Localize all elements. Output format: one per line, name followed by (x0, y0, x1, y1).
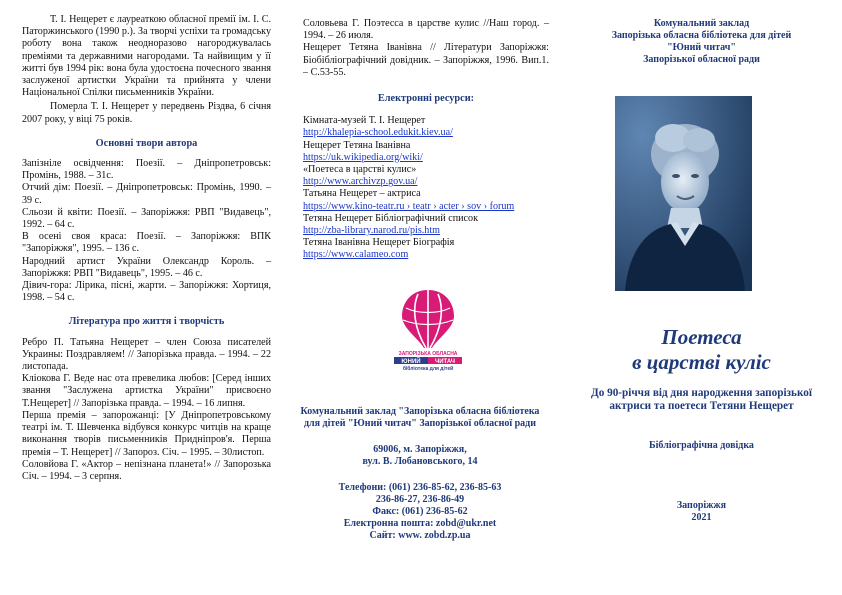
column-left (0, 0, 281, 595)
eresources-heading: Електронні ресурси: (377, 93, 475, 105)
work-item: Отчий дім: Поезії. – Дніпропетровськ: Промінь, 1990. – 39 с. (22, 182, 271, 206)
portrait-image (615, 96, 752, 291)
work-item: В осені своя краса: Поезії. – Запоріжжя: ВПК "Запоріжжя", 1995. – 136 с. (22, 231, 271, 255)
contact-block (295, 406, 545, 542)
org-line: "Юний читач" (667, 42, 736, 53)
resource-label: Кімната-музей Т. І. Нещерет (303, 115, 426, 127)
literature-item: Кліокова Г. Веде нас ота превелика любов: [Серед інших звання "Заслужена артистка України" присвоєно Т.Нещерет] // Запорізька правда. – 1994. – 16 липня. (22, 373, 271, 409)
works-heading: Основні твори автора (95, 137, 198, 149)
resource-link[interactable]: https://www.calameo.com (303, 249, 409, 261)
document-type: Бібліографічна довідка (649, 440, 754, 451)
subtitle: До 90-річчя від дня народження запорізької актриси та поетеси Тетяни Нещерет (591, 387, 812, 412)
contact-site: Сайт: www. zobd.zp.ua (369, 530, 471, 541)
eresources-list (303, 115, 549, 261)
title-line-1: Поетеса (661, 325, 742, 349)
author-portrait (615, 96, 752, 291)
contact-address-2: вул. В. Лобановського, 14 (362, 456, 478, 467)
literature-item: Ребро П. Татьяна Нещерет – член Союза писателей Украины: Поздравляем! // Запорізька правда. – 1994. – 22 листопада. (22, 336, 271, 373)
resource-link[interactable]: http://khalepia-school.edukit.kiev.ua/ (303, 127, 453, 139)
logo-right-text: ЧИТАЧ (435, 359, 455, 365)
resource-link[interactable]: https://uk.wikipedia.org/wiki/ (303, 151, 423, 163)
works-list (22, 158, 271, 304)
org-line: Комунальний заклад (653, 18, 750, 29)
resource-label: Нещерет Тетяна Іванівна (303, 139, 411, 151)
org-header (571, 18, 832, 66)
death-paragraph: Померла Т. І. Нещерет у передвень Різдва, 6 січня 2007 року, у віці 75 років. (22, 101, 271, 125)
resource-label: «Поетеса в царстві кулис» (303, 164, 417, 176)
contact-phones: Телефони: (061) 236-85-62, 236-85-63 (338, 482, 502, 493)
reference-item: Нещерет Тетяна Іванівна // Літератури Запоріжжя: Біобібліографічний довідник. – Запоріжжя, 1996. Вип.1. – С.53-55. (303, 42, 549, 78)
resource-label: Тетяна Нещерет Бібліографічний список (303, 212, 478, 224)
title-block (561, 325, 842, 524)
contact-phones-2: 236-86-27, 236-86-49 (375, 494, 465, 505)
org-line: Запорізької обласної ради (643, 54, 760, 65)
literature-item: Перша премія – запорожанці: [У Дніпропетровському театрі ім. Т. Шевченка відбувся конкурс читців на краще виконання творів письменників Придніпров'я. Перша премія – Т. Нещерет] // Запороз. Січ. – 1995. – 30листоп. (22, 409, 271, 458)
logo-bottom-text: бібліотека для дітей (402, 366, 454, 372)
resource-link[interactable]: https://www.kino-teatr.ru › teatr › acter › sov › forum (303, 200, 515, 212)
contact-org: Комунальний заклад "Запорізька обласна бібліотека для дітей "Юний читач" Запорізької обласної ради (300, 406, 540, 429)
intro-paragraph: Т. І. Нещерет є лауреаткою обласної премії ім. І. С. Паторжинського (1990 р.). За творчі успіхи та громадську роботу вона також неодноразово нагороджувалась преміями та державними нагородами. Та найвищим у її житті був 1994 рік: вона була удостоєна почесного звання заслуженої артистки України та прийнята у члени Національної Спілки письменників України. (22, 14, 271, 99)
work-item: Народний артист України Олександр Король. – Запоріжжя: РВП "Видавець", 1995. – 46 с. (22, 255, 271, 279)
logo-left-text: ЮНИЙ (401, 359, 421, 365)
balloon-icon (388, 288, 468, 372)
resource-link[interactable]: http://www.archivzp.gov.ua/ (303, 176, 418, 188)
resource-label: Татьяна Нещерет – актриса (303, 188, 421, 200)
literature-item: Соловйова Г. «Актор – непізнана планета!» // Запорозька Січ. – 1994. – 3 серпня. (22, 458, 271, 482)
org-line: Запорізька обласна бібліотека для дітей (611, 30, 792, 41)
literature-list (22, 337, 271, 483)
library-logo (388, 288, 468, 372)
work-item: Дівич-гора: Лірика, пісні, жарти. – Запоріжжя: Хортиця, 1998. – 54 с. (22, 280, 271, 304)
reference-item: Соловьева Г. Поэтесса в царстве кулис //Наш город. – 1994. – 26 июля. (303, 18, 549, 42)
year: 2021 (691, 512, 712, 523)
contact-address-1: 69006, м. Запоріжжя, (373, 444, 467, 455)
literature-heading: Література про життя і творчість (68, 316, 225, 328)
contact-fax: Факс: (061) 236-85-62 (372, 506, 468, 517)
resource-link[interactable]: http://zba-library.narod.ru/pis.htm (303, 225, 440, 237)
logo-top-text: ЗАПОРІЗЬКА ОБЛАСНА (398, 351, 458, 357)
contact-email: Електронна пошта: zobd@ukr.net (343, 518, 497, 529)
city: Запоріжжя (676, 500, 727, 511)
resource-label: Тетяна Іванівна Нещерет Біографія (303, 237, 455, 249)
title-line-2: в царстві куліс (632, 350, 771, 374)
work-item: Запізніле освідчення: Поезії. – Дніпропетровськ: Промінь, 1988. – 31с. (22, 158, 271, 182)
work-item: Сльози й квіти: Поезії. – Запоріжжя: РВП "Видавець", 1992. – 64 с. (22, 206, 271, 231)
